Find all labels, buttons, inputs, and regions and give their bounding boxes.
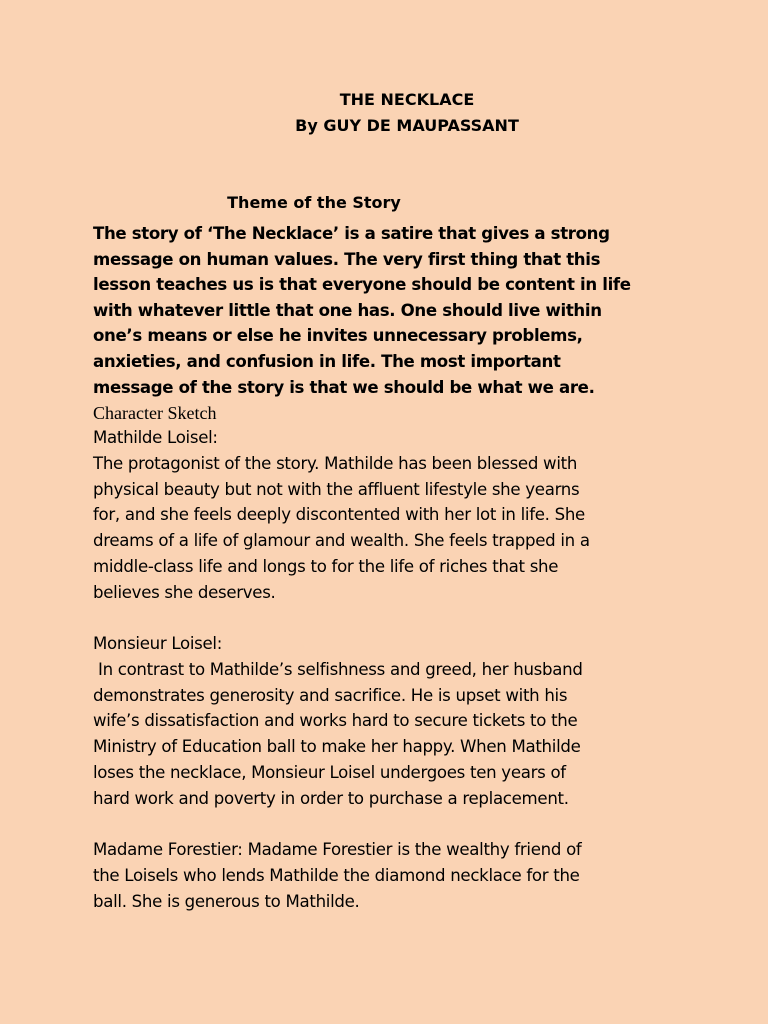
mathilde-line: believes she deserves. xyxy=(93,582,276,602)
monsieur-section xyxy=(93,631,693,812)
theme-line: message on human values. The very first thing that this xyxy=(93,249,601,269)
forestier-line: Madame Forestier: Madame Forestier is the wealthy friend of xyxy=(93,840,582,859)
monsieur-line: hard work and poverty in order to purchase a replacement. xyxy=(93,788,569,808)
monsieur-line: loses the necklace, Monsieur Loisel undergoes ten years of xyxy=(93,762,566,782)
monsieur-name: Monsieur Loisel: xyxy=(93,634,223,653)
mathilde-name: Mathilde Loisel: xyxy=(93,428,218,447)
monsieur-line: wife’s dissatisfaction and works hard to secure tickets to the xyxy=(93,711,578,731)
theme-line: with whatever little that one has. One should live within xyxy=(93,300,602,320)
forestier-section xyxy=(93,837,693,914)
mathilde-line: dreams of a life of glamour and wealth. She feels trapped in a xyxy=(93,531,590,551)
theme-line: one’s means or else he invites unnecessary problems, xyxy=(93,326,583,346)
story-author: By GUY DE MAUPASSANT xyxy=(295,116,519,135)
mathilde-line: middle-class life and longs to for the life of riches that she xyxy=(93,556,559,576)
mathilde-line: physical beauty but not with the affluent lifestyle she yearns xyxy=(93,479,580,499)
story-title: THE NECKLACE xyxy=(339,90,475,109)
character-sketch-heading: Character Sketch xyxy=(93,403,217,423)
monsieur-line: In contrast to Mathilde’s selfishness and greed, her husband xyxy=(93,659,583,679)
theme-line: The story of ‘The Necklace’ is a satire that gives a strong xyxy=(93,224,610,243)
theme-line: lesson teaches us is that everyone should be content in life xyxy=(93,275,631,295)
mathilde-section xyxy=(93,425,693,606)
theme-line: anxieties, and confusion in life. The most important xyxy=(93,351,561,371)
monsieur-line: Ministry of Education ball to make her happy. When Mathilde xyxy=(93,737,581,757)
mathilde-line: for, and she feels deeply discontented with her lot in life. She xyxy=(93,505,585,525)
forestier-line: the Loisels who lends Mathilde the diamond necklace for the xyxy=(93,865,580,885)
theme-paragraph xyxy=(93,221,633,400)
monsieur-line: demonstrates generosity and sacrifice. He is upset with his xyxy=(93,685,568,705)
theme-line: message of the story is that we should be what we are. xyxy=(93,377,595,397)
mathilde-line: The protagonist of the story. Mathilde has been blessed with xyxy=(93,453,578,473)
forestier-line: ball. She is generous to Mathilde. xyxy=(93,891,360,911)
theme-heading: Theme of the Story xyxy=(227,193,401,212)
